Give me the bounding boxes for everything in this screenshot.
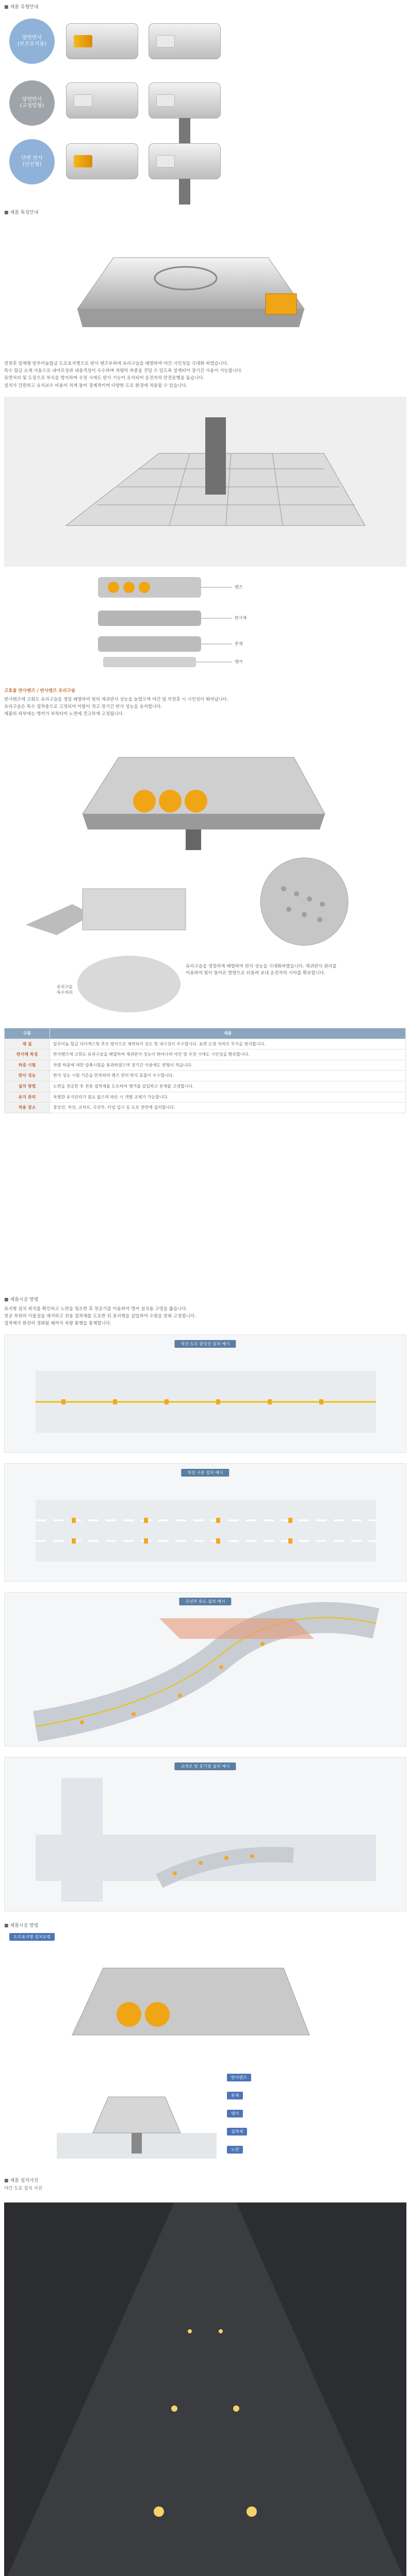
type-2-image-b	[149, 82, 221, 118]
callout-road: 노면	[227, 2146, 243, 2154]
section-title-install: ■ 제품시공 방법	[4, 1922, 38, 1928]
product-detail-photo	[52, 726, 340, 850]
install-badge: 도로표지병 설치요령	[9, 1933, 55, 1941]
type-1-image-b	[149, 23, 221, 59]
product-bottom-image	[4, 397, 406, 567]
product-hero-image	[31, 222, 340, 355]
diagram-caption: 교차로 및 분기점 설치 예시	[174, 1762, 236, 1770]
callout-body: 본체	[227, 2092, 243, 2099]
spec-table	[4, 1028, 406, 1113]
section-title-construction: ■ 제품시공 방법	[4, 1296, 38, 1302]
install-product-photo	[52, 1953, 320, 2056]
spec-value: 반사렌즈에 고휘도 유리구슬을 배열하여 재귀반사 성능이 뛰어나며 야간 및 우천 시에도 시인성을 확보합니다.	[50, 1049, 406, 1060]
spec-value: 특별한 유지관리가 필요 없으며 파손 시 개별 교체가 가능합니다.	[50, 1092, 406, 1103]
feature-paragraph: 전천후 일체형 알루미늄합금 도로표지병으로 반사 렌즈부위에 유리구슬을 배열하여 야간 시인성을 극대화 하였습니다.	[4, 361, 228, 366]
spec-header-value: 내용	[50, 1028, 406, 1039]
feature-paragraph: 특수 합금 소재 사용으로 내마모성과 내충격성이 우수하며 차량의 하중을 견딜 수 있도록 설계되어 장기간 사용이 가능합니다.	[4, 368, 242, 374]
diagram-1	[4, 1334, 406, 1453]
type-pill-line1: 양면반사	[22, 35, 42, 41]
closeup-caption	[186, 963, 340, 977]
feature-paragraph: 설치가 간편하고 유지보수 비용이 적게 들어 경제적이며 다양한 도로 환경에 적용할 수 있습니다.	[4, 383, 188, 388]
layer-diagram	[77, 572, 263, 675]
construction-paragraph: 표지병 설치 위치를 확인하고 노면을 청소한 후 천공기를 이용하여 앵커 설치용 구멍을 뚫습니다.	[4, 1307, 188, 1312]
construction-description	[4, 1306, 406, 1328]
construction-paragraph: 접착제가 완전히 경화될 때까지 차량 통행을 통제합니다.	[4, 1321, 111, 1327]
layer-label: 렌즈	[235, 585, 243, 589]
layer-label: 본체	[235, 641, 243, 646]
callout-adhesive: 접착제	[227, 2128, 247, 2136]
spec-value: 반사 성능 시험 기준을 만족하며 렌즈 면의 반사 효율이 우수합니다.	[50, 1071, 406, 1081]
spec-value: 차량 하중에 대한 압축시험을 통과하였으며 장기간 사용에도 변형이 적습니다.	[50, 1060, 406, 1071]
spec-value: 노면을 천공한 후 전용 접착제를 도포하여 앵커를 삽입하고 본체를 고정합니다.	[50, 1081, 406, 1092]
spec-key: 하중 시험	[5, 1060, 50, 1071]
feature-paragraph: 표면처리 및 도장으로 부식을 방지하며 우천 시에도 반사 기능이 유지되어 운전자의 안전운행을 돕습니다.	[4, 376, 205, 381]
type-3-image-b	[149, 143, 221, 179]
diagram-caption: 차선 구분 설치 예시	[181, 1469, 229, 1477]
diagram-4	[4, 1757, 406, 1911]
glass-note: 고효율 반사렌즈 / 반사렌즈 유리구슬	[4, 688, 76, 693]
type-1-image-a	[66, 23, 138, 59]
night-photo-1	[4, 2202, 406, 2576]
glass-paragraph: 반사렌즈에 고휘도 유리구슬을 정밀 배열하여 빛의 재귀반사 성능을 높였으며 야간 및 악천후 시 시인성이 뛰어납니다.	[4, 697, 228, 702]
spec-key: 재 질	[5, 1039, 50, 1049]
glass-paragraph: 유리구슬은 특수 접착층으로 고정되어 이탈이 적고 장기간 반사 성능을 유지합니다.	[4, 704, 162, 710]
type-pill-line1: 양면반사	[22, 96, 42, 103]
type-pill-1	[9, 19, 55, 64]
spec-key: 반사 성능	[5, 1071, 50, 1081]
section-title-photos: ■ 제품 설치사진	[4, 2177, 38, 2183]
type-pill-line1: 단면 반사	[21, 155, 43, 161]
closeup-caption-left: 유리구슬 특수처리	[57, 985, 73, 995]
photo-caption: 야간 도로 설치 사진	[4, 2186, 42, 2191]
spec-value: 알루미늄 합금 다이캐스팅 주조 방식으로 제작되어 강도 및 내구성이 우수합니다. 표면 도장 처리로 부식을 방지합니다.	[50, 1039, 406, 1049]
install-section-diagram	[52, 2066, 222, 2164]
glass-description	[4, 697, 406, 719]
type-pill-3	[9, 139, 55, 184]
type-2-image-a	[66, 82, 138, 118]
callout-anchor: 앵커	[227, 2110, 243, 2117]
layer-label: 반사체	[235, 616, 247, 620]
callout-lens: 반사렌즈	[227, 2074, 251, 2081]
spec-key: 적용 장소	[5, 1103, 50, 1113]
spec-key: 유지 관리	[5, 1092, 50, 1103]
diagram-caption: 직선 도로 중앙선 설치 예시	[174, 1340, 236, 1348]
feature-description	[4, 361, 406, 390]
type-pill-line2: (고정밀형)	[20, 103, 44, 109]
diagram-2	[4, 1463, 406, 1582]
glass-paragraph: 제품의 하부에는 앵커가 부착되어 노면에 견고하게 고정됩니다.	[4, 711, 124, 717]
diagram-caption: 곡선부 유도 설치 예시	[179, 1598, 231, 1605]
diagram-3	[4, 1592, 406, 1747]
construction-paragraph: 천공 부위의 이물질을 제거하고 전용 접착제를 도포한 뒤 표지병을 삽입하여 수평을 맞춰 고정합니다.	[4, 1314, 196, 1319]
section-title-types: ■ 제품 유형안내	[4, 3, 38, 10]
spec-key: 설치 방법	[5, 1081, 50, 1092]
closeup-circle-image	[77, 956, 181, 1012]
type-pill-line2: (단선형)	[22, 162, 42, 167]
layer-label: 앵커	[235, 659, 243, 664]
type-3-image-a	[66, 143, 138, 179]
closeup-caption-text: 유리구슬을 정밀하게 배열하여 반사 성능을 극대화하였습니다. 재귀반사 원리를 이용하여 빛이 들어온 방향으로 되돌려 보내 운전자의 시야를 확보합니다.	[186, 964, 337, 976]
type-pill-line2: (보조표지용)	[17, 41, 47, 47]
closeup-images	[15, 853, 397, 951]
spec-value: 중앙선, 차선, 교차로, 곡선부, 터널 입구 등 도로 전반에 설치합니다.	[50, 1103, 406, 1113]
type-pill-2	[9, 80, 55, 126]
spec-key: 반사체 특징	[5, 1049, 50, 1060]
spec-header-key: 구분	[5, 1028, 50, 1039]
section-title-features: ■ 제품 특징안내	[4, 209, 38, 215]
